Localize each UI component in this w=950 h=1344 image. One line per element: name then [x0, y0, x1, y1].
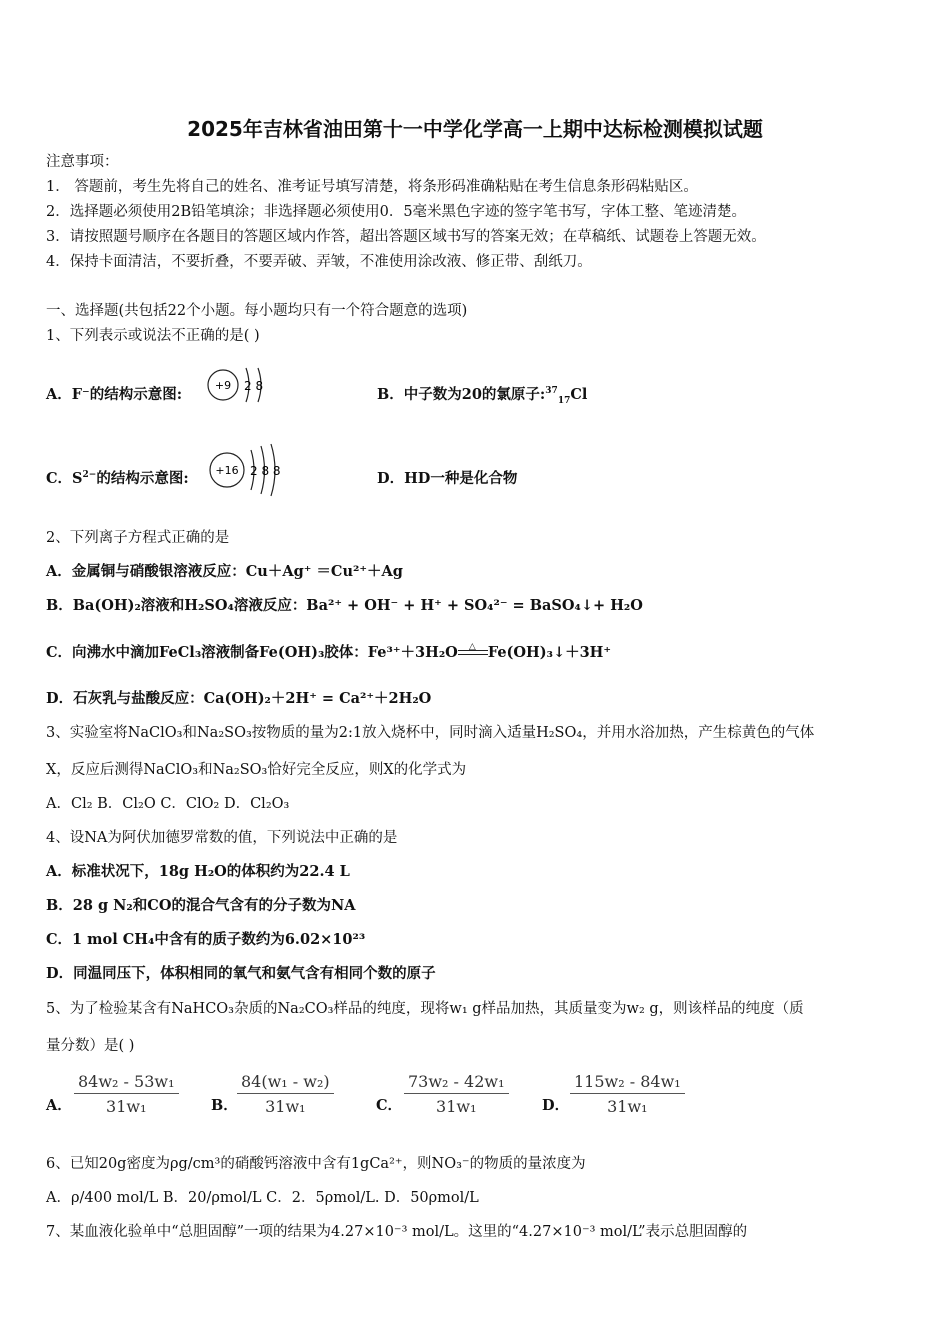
- notice-item: 3．请按照题号顺序在各题目的答题区域内作答，超出答题区域书写的答案无效；在草稿纸、试题卷上答题无效。: [46, 229, 766, 245]
- q2-option-c: [46, 644, 611, 662]
- question-3-stem: 3、实验室将NaClO₃和Na₂SO₃按物质的量为2:1放入烧杯中，同时滴入适量H₂SO₄，并用水浴加热，产生棕黄色的气体: [46, 725, 815, 741]
- q1-option-c: [46, 470, 189, 488]
- q3-options: A．Cl₂ B．Cl₂O C．ClO₂ D．Cl₂O₃: [46, 796, 290, 812]
- q5-label-d: D．: [542, 1097, 570, 1114]
- fraction-denominator: 31w₁: [436, 1097, 477, 1116]
- q1-c-prefix: C．S: [46, 470, 83, 487]
- fraction-numerator: 84(w₁ - w₂): [237, 1072, 334, 1094]
- question-4-stem: 4、设NA为阿伏加德罗常数的值，下列说法中正确的是: [46, 830, 398, 846]
- fraction-numerator: 84w₂ - 53w₁: [74, 1072, 179, 1094]
- q1-option-b: [377, 386, 587, 404]
- q1-option-a: A．F⁻的结构示意图:: [46, 386, 183, 403]
- question-2-stem: 2、下列离子方程式正确的是: [46, 530, 230, 546]
- q4-option-b: B．28 g N₂和CO的混合气含有的分子数为NA: [46, 897, 356, 914]
- q1-option-d: D．HD一种是化合物: [377, 470, 518, 487]
- q4-option-c: C．1 mol CH₄中含有的质子数约为6.02×10²³: [46, 931, 366, 948]
- question-3-stem-cont: X，反应后测得NaClO₃和Na₂SO₃恰好完全反应，则X的化学式为: [46, 762, 467, 778]
- heat-condition: △: [468, 642, 476, 652]
- q4-option-d: D．同温同压下，体积相同的氧气和氨气含有相同个数的原子: [46, 965, 436, 982]
- fraction-denominator: 31w₁: [607, 1097, 648, 1116]
- q6-options: A．ρ/400 mol/L B．20/ρmol/L C．2．5ρmol/L. D．50ρmol/L: [46, 1190, 479, 1206]
- page-title: 2025年吉林省油田第十一中学化学高一上期中达标检测模拟试题: [187, 117, 763, 141]
- notice-item: 4．保持卡面清洁，不要折叠，不要弄破、弄皱，不准使用涂改液、修正带、刮纸刀。: [46, 254, 592, 270]
- q2-option-b: B．Ba(OH)₂溶液和H₂SO₄溶液反应：Ba²⁺ + OH⁻ + H⁺ + SO₄²⁻ = BaSO₄↓+ H₂O: [46, 597, 643, 614]
- fraction-numerator: 115w₂ - 84w₁: [570, 1072, 685, 1094]
- q2-c-right: Fe(OH)₃↓＋3H⁺: [487, 644, 612, 661]
- q1-b-prefix: B．中子数为20的氯原子:: [377, 386, 546, 403]
- q5-label-a: A．: [46, 1097, 72, 1114]
- question-6-stem: 6、已知20g密度为ρg/cm³的硝酸钙溶液中含有1gCa²⁺，则NO₃⁻的物质的量浓度为: [46, 1156, 586, 1172]
- q5-fraction-b: [237, 1072, 334, 1116]
- question-1-stem: 1、下列表示或说法不正确的是( ): [46, 328, 260, 344]
- q1-c-charge: 2−: [82, 470, 97, 481]
- fraction-numerator: 73w₂ - 42w₁: [404, 1072, 509, 1094]
- sulfide-nucleus: +16: [215, 464, 239, 477]
- q5-fraction-d: [570, 1072, 685, 1116]
- question-5-stem-cont: 量分数）是( ): [46, 1038, 135, 1054]
- q5-fraction-a: [74, 1072, 179, 1116]
- q1-b-symbol: Cl: [570, 386, 588, 403]
- sulfide-structure-diagram: [205, 440, 295, 500]
- q2-option-d: D．石灰乳与盐酸反应：Ca(OH)₂＋2H⁺ = Ca²⁺＋2H₂O: [46, 690, 432, 707]
- question-7-stem: 7、某血液化验单中“总胆固醇”一项的结果为4.27×10⁻³ mol/L。这里的“4.27×10⁻³ mol/L”表示总胆固醇的: [46, 1224, 748, 1240]
- q2-c-left: C．向沸水中滴加FeCl₃溶液制备Fe(OH)₃胶体：Fe³⁺＋3H₂O: [46, 644, 458, 661]
- notice-item: 2．选择题必须使用2B铅笔填涂；非选择题必须使用0．5毫米黑色字迹的签字笔书写，字体工整、笔迹清楚。: [46, 204, 747, 220]
- sulfide-shells: 2 8 8: [250, 464, 281, 478]
- q1-c-suffix: 的结构示意图:: [96, 470, 189, 487]
- fraction-denominator: 31w₁: [265, 1097, 306, 1116]
- equilibrium-sign: [458, 642, 488, 660]
- q5-fraction-c: [404, 1072, 509, 1116]
- notice-heading: 注意事项：: [46, 154, 119, 170]
- fluoride-shells: 2 8: [244, 379, 264, 393]
- q5-label-b: B．: [211, 1097, 238, 1114]
- fraction-denominator: 31w₁: [106, 1097, 147, 1116]
- q4-option-a: A．标准状况下，18g H₂O的体积约为22.4 L: [46, 863, 350, 880]
- question-5-stem: 5、为了检验某含有NaHCO₃杂质的Na₂CO₃样品的纯度，现将w₁ g样品加热，其质量变为w₂ g，则该样品的纯度（质: [46, 1001, 804, 1017]
- fluoride-nucleus: +9: [214, 379, 232, 392]
- fluoride-structure-diagram: [200, 362, 280, 412]
- section-heading: 一、选择题(共包括22个小题。每小题均只有一个符合题意的选项): [46, 303, 468, 319]
- q2-option-a: A．金属铜与硝酸银溶液反应：Cu＋Ag⁺ ＝Cu²⁺＋Ag: [46, 563, 403, 580]
- notice-item: 1． 答题前，考生先将自己的姓名、准考证号填写清楚，将条形码准确粘贴在考生信息条形码粘贴区。: [46, 179, 698, 195]
- q1-b-mass: 37: [545, 386, 558, 397]
- q1-b-z: 17: [557, 395, 571, 406]
- q5-label-c: C．: [376, 1097, 403, 1114]
